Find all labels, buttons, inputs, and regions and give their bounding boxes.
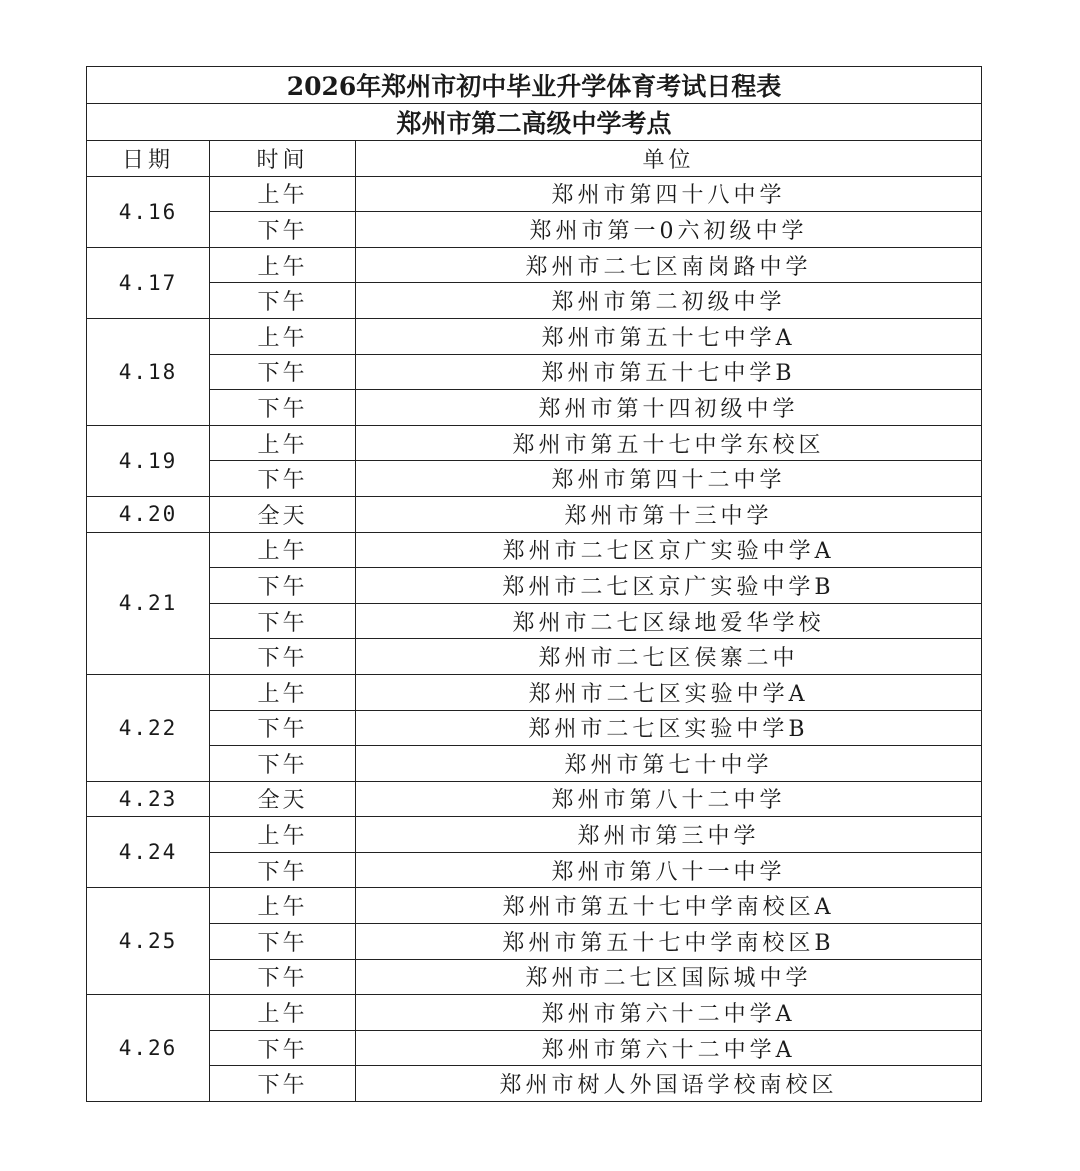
date-cell: 4.17 bbox=[87, 247, 210, 318]
date-cell: 4.25 bbox=[87, 888, 210, 995]
time-cell: 下午 bbox=[210, 959, 356, 995]
time-cell: 下午 bbox=[210, 924, 356, 960]
unit-cell: 郑州市第五十七中学A bbox=[356, 318, 982, 354]
table-row bbox=[87, 995, 982, 1031]
table-row bbox=[87, 924, 982, 960]
unit-cell: 郑州市第六十二中学A bbox=[356, 1030, 982, 1066]
unit-cell: 郑州市二七区京广实验中学B bbox=[356, 568, 982, 604]
time-cell: 上午 bbox=[210, 674, 356, 710]
unit-cell: 郑州市第六十二中学A bbox=[356, 995, 982, 1031]
unit-cell: 郑州市第二初级中学 bbox=[356, 283, 982, 319]
unit-cell: 郑州市二七区南岗路中学 bbox=[356, 247, 982, 283]
time-cell: 下午 bbox=[210, 568, 356, 604]
unit-cell: 郑州市第五十七中学南校区B bbox=[356, 924, 982, 960]
table-row bbox=[87, 710, 982, 746]
venue-row bbox=[87, 104, 982, 141]
unit-cell: 郑州市第五十七中学东校区 bbox=[356, 425, 982, 461]
schedule-table bbox=[86, 66, 982, 1102]
time-cell: 上午 bbox=[210, 247, 356, 283]
table-row bbox=[87, 1066, 982, 1102]
unit-cell: 郑州市第五十七中学B bbox=[356, 354, 982, 390]
unit-cell: 郑州市二七区实验中学B bbox=[356, 710, 982, 746]
unit-cell: 郑州市第一0六初级中学 bbox=[356, 212, 982, 248]
header-unit: 单位 bbox=[356, 141, 982, 177]
table-row bbox=[87, 746, 982, 782]
date-cell: 4.22 bbox=[87, 674, 210, 781]
unit-cell: 郑州市树人外国语学校南校区 bbox=[356, 1066, 982, 1102]
table-row bbox=[87, 496, 982, 532]
table-row bbox=[87, 461, 982, 497]
unit-cell: 郑州市第十四初级中学 bbox=[356, 390, 982, 426]
time-cell: 上午 bbox=[210, 888, 356, 924]
title-row bbox=[87, 67, 982, 104]
table-row bbox=[87, 888, 982, 924]
time-cell: 全天 bbox=[210, 781, 356, 817]
unit-cell: 郑州市第七十中学 bbox=[356, 746, 982, 782]
date-cell: 4.23 bbox=[87, 781, 210, 817]
table-row bbox=[87, 817, 982, 853]
date-cell: 4.21 bbox=[87, 532, 210, 674]
table-row bbox=[87, 639, 982, 675]
time-cell: 下午 bbox=[210, 283, 356, 319]
time-cell: 下午 bbox=[210, 746, 356, 782]
table-row bbox=[87, 425, 982, 461]
table-row bbox=[87, 176, 982, 212]
table-row bbox=[87, 603, 982, 639]
table-row bbox=[87, 212, 982, 248]
table-row bbox=[87, 852, 982, 888]
unit-cell: 郑州市第四十二中学 bbox=[356, 461, 982, 497]
unit-cell: 郑州市二七区绿地爱华学校 bbox=[356, 603, 982, 639]
time-cell: 下午 bbox=[210, 1066, 356, 1102]
table-row bbox=[87, 283, 982, 319]
time-cell: 下午 bbox=[210, 603, 356, 639]
time-cell: 下午 bbox=[210, 461, 356, 497]
document-title: 2026年郑州市初中毕业升学体育考试日程表 bbox=[87, 67, 982, 104]
table-row bbox=[87, 532, 982, 568]
time-cell: 上午 bbox=[210, 817, 356, 853]
header-date: 日期 bbox=[87, 141, 210, 177]
time-cell: 下午 bbox=[210, 1030, 356, 1066]
table-row bbox=[87, 390, 982, 426]
table-row bbox=[87, 247, 982, 283]
table-row bbox=[87, 674, 982, 710]
unit-cell: 郑州市第四十八中学 bbox=[356, 176, 982, 212]
time-cell: 上午 bbox=[210, 995, 356, 1031]
table-row bbox=[87, 1030, 982, 1066]
unit-cell: 郑州市二七区实验中学A bbox=[356, 674, 982, 710]
date-cell: 4.16 bbox=[87, 176, 210, 247]
table-row bbox=[87, 318, 982, 354]
date-cell: 4.26 bbox=[87, 995, 210, 1102]
date-cell: 4.18 bbox=[87, 318, 210, 425]
time-cell: 上午 bbox=[210, 176, 356, 212]
unit-cell: 郑州市第三中学 bbox=[356, 817, 982, 853]
schedule-body bbox=[87, 67, 982, 1102]
time-cell: 下午 bbox=[210, 639, 356, 675]
time-cell: 下午 bbox=[210, 212, 356, 248]
date-cell: 4.20 bbox=[87, 496, 210, 532]
time-cell: 上午 bbox=[210, 318, 356, 354]
header-time: 时间 bbox=[210, 141, 356, 177]
unit-cell: 郑州市第八十二中学 bbox=[356, 781, 982, 817]
header-row bbox=[87, 141, 982, 177]
date-cell: 4.19 bbox=[87, 425, 210, 496]
unit-cell: 郑州市第十三中学 bbox=[356, 496, 982, 532]
table-row bbox=[87, 568, 982, 604]
date-cell: 4.24 bbox=[87, 817, 210, 888]
time-cell: 下午 bbox=[210, 354, 356, 390]
time-cell: 下午 bbox=[210, 390, 356, 426]
unit-cell: 郑州市二七区侯寨二中 bbox=[356, 639, 982, 675]
time-cell: 全天 bbox=[210, 496, 356, 532]
unit-cell: 郑州市第五十七中学南校区A bbox=[356, 888, 982, 924]
unit-cell: 郑州市二七区国际城中学 bbox=[356, 959, 982, 995]
table-row bbox=[87, 781, 982, 817]
time-cell: 下午 bbox=[210, 710, 356, 746]
venue-title: 郑州市第二高级中学考点 bbox=[87, 104, 982, 141]
time-cell: 上午 bbox=[210, 532, 356, 568]
unit-cell: 郑州市第八十一中学 bbox=[356, 852, 982, 888]
unit-cell: 郑州市二七区京广实验中学A bbox=[356, 532, 982, 568]
time-cell: 下午 bbox=[210, 852, 356, 888]
table-row bbox=[87, 354, 982, 390]
time-cell: 上午 bbox=[210, 425, 356, 461]
table-row bbox=[87, 959, 982, 995]
